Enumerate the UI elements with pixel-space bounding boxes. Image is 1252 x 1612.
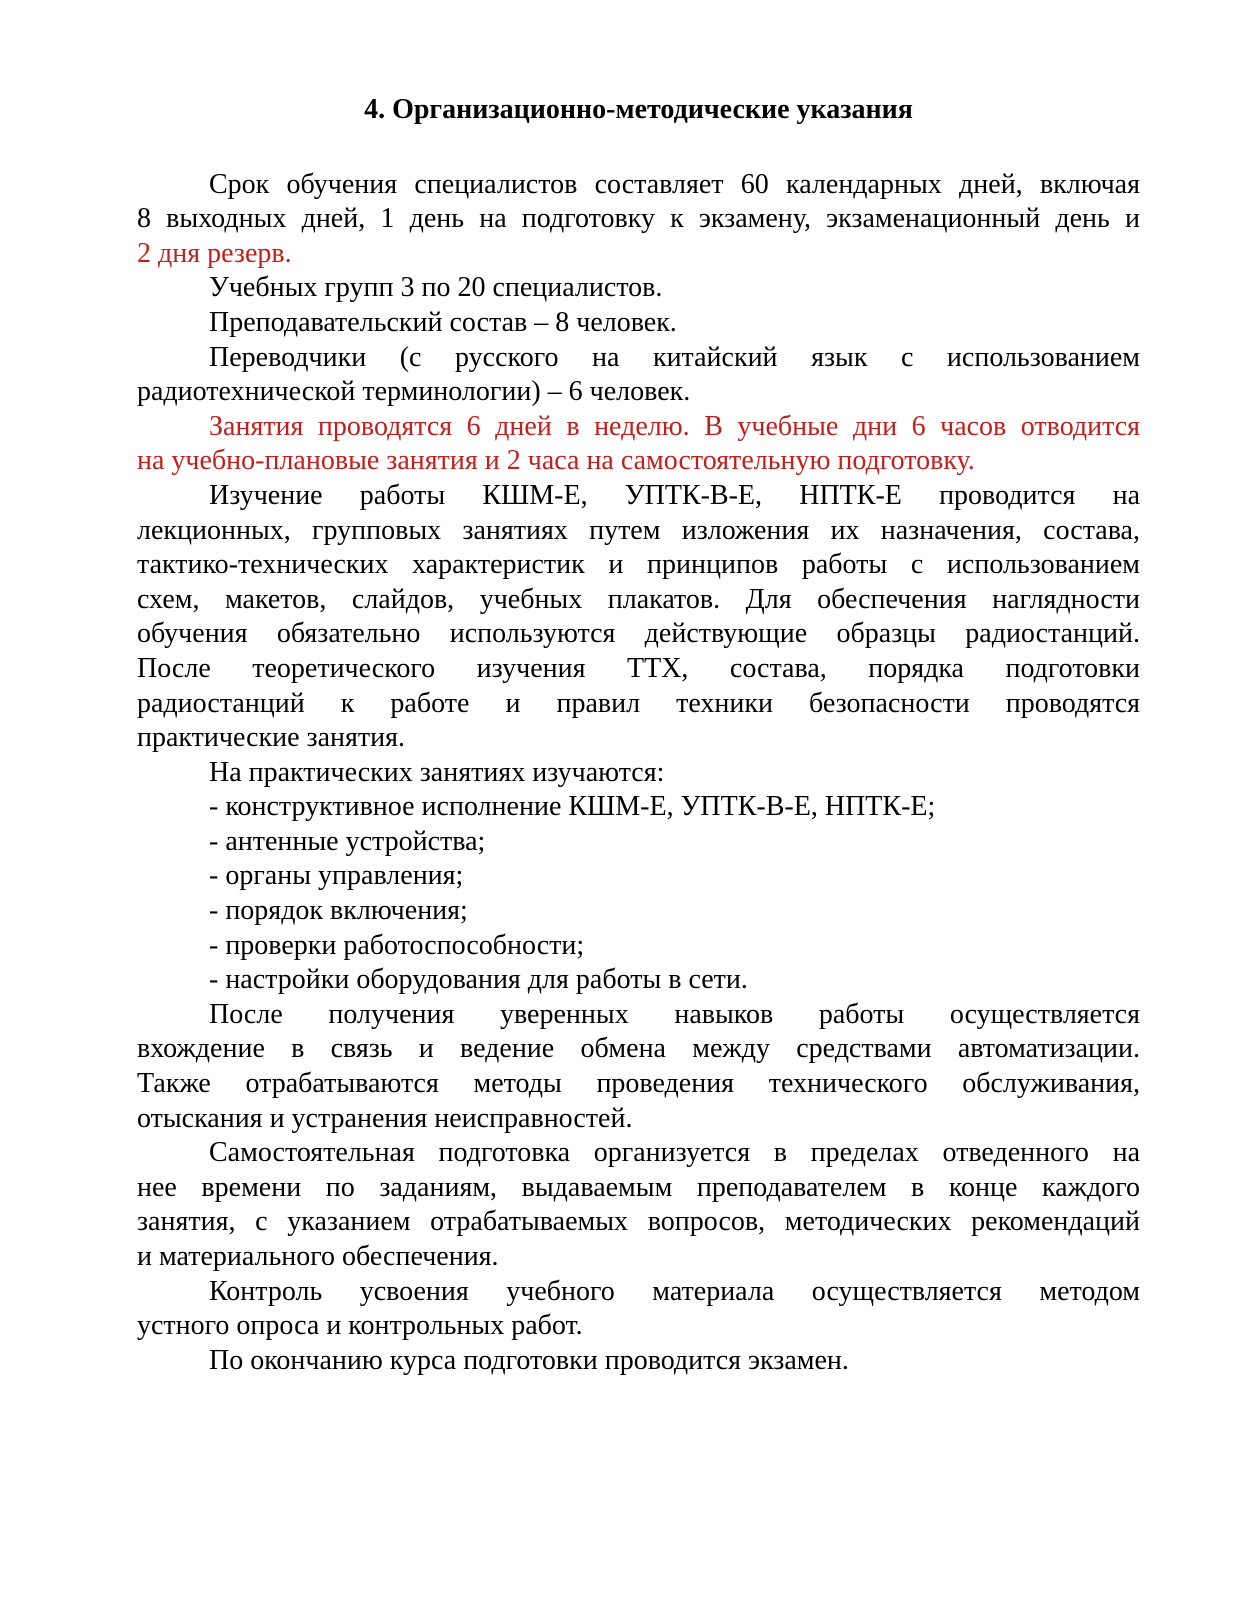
text-line: радиотехнической терминологии) – 6 человек. <box>137 376 691 408</box>
text-line: По окончанию курса подготовки проводится экзамен. <box>209 1344 849 1376</box>
text-line: вхождение в связь и ведение обмена между средствами автоматизации. <box>137 1033 1140 1065</box>
para-training-duration <box>137 168 1140 272</box>
para-self-study <box>137 1136 1140 1274</box>
text-line: После теоретического изучения ТТХ, состава, порядка подготовки <box>137 652 1140 684</box>
text-line: Срок обучения специалистов составляет 60 календарных дней, включая <box>209 168 1140 200</box>
highlighted-text-line: Занятия проводятся 6 дней в неделю. В учебные дни 6 часов отводится <box>209 410 1140 442</box>
text-line: обучения обязательно используются действующие образцы радиостанций. <box>137 618 1140 650</box>
text-line: Контроль усвоения учебного материала осуществляется методом <box>209 1275 1140 1307</box>
text-line: Изучение работы КШМ-Е, УПТК-В-Е, НПТК-Е проводится на <box>209 479 1140 511</box>
list-item: - проверки работоспособности; <box>209 929 585 961</box>
para-control <box>137 1275 1140 1344</box>
text-line: занятия, с указанием отрабатываемых вопросов, методических рекомендаций <box>137 1206 1140 1238</box>
text-line: практические занятия. <box>137 722 405 754</box>
para-schedule <box>137 410 1140 479</box>
highlighted-text-line: 2 дня резерв. <box>137 237 292 269</box>
text-line: Также отрабатываются методы проведения технического обслуживания, <box>137 1068 1140 1100</box>
text-line: нее времени по заданиям, выдаваемым преподавателем в конце каждого <box>137 1171 1140 1203</box>
text-line: Самостоятельная подготовка организуется в пределах отведенного на <box>209 1137 1140 1169</box>
list-item: - органы управления; <box>209 860 464 892</box>
list-item: - настройки оборудования для работы в сети. <box>209 964 748 996</box>
para-teachers <box>137 306 1140 341</box>
para-skills <box>137 998 1140 1136</box>
text-line: устного опроса и контрольных работ. <box>137 1310 583 1342</box>
text-line: Учебных групп 3 по 20 специалистов. <box>209 272 663 304</box>
text-line: отыскания и устранения неисправностей. <box>137 1102 633 1134</box>
list-item: - антенные устройства; <box>209 825 486 857</box>
para-translators <box>137 341 1140 410</box>
list-practical-topics <box>137 790 1140 998</box>
list-item: - конструктивное исполнение КШМ-Е, УПТК-В-Е, НПТК-Е; <box>209 791 936 823</box>
document-content <box>137 93 1140 1378</box>
text-line: радиостанций к работе и правил техники безопасности проводятся <box>137 687 1140 719</box>
text-line: 8 выходных дней, 1 день на подготовку к экзамену, экзаменационный день и <box>137 203 1140 235</box>
text-line: схем, макетов, слайдов, учебных плакатов. Для обеспечения наглядности <box>137 583 1140 615</box>
page-title: 4. Организационно-методические указания <box>364 94 913 125</box>
text-line: лекционных, групповых занятиях путем изложения их назначения, состава, <box>137 514 1140 546</box>
text-line: Переводчики (с русского на китайский язык с использованием <box>209 341 1140 373</box>
para-groups <box>137 271 1140 306</box>
text-line: На практических занятиях изучаются: <box>209 756 665 788</box>
text-line: и материального обеспечения. <box>137 1241 499 1272</box>
text-line: После получения уверенных навыков работы осуществляется <box>209 998 1140 1030</box>
text-line: Преподавательский состав – 8 человек. <box>209 306 677 338</box>
highlighted-text-line: на учебно-плановые занятия и 2 часа на самостоятельную подготовку. <box>137 445 975 477</box>
list-item: - порядок включения; <box>209 895 468 927</box>
para-exam <box>137 1344 1140 1379</box>
para-practical-intro <box>137 756 1140 791</box>
text-line: тактико-технических характеристик и принципов работы с использованием <box>137 549 1140 581</box>
document-body <box>137 168 1140 1379</box>
para-study-method <box>137 479 1140 756</box>
